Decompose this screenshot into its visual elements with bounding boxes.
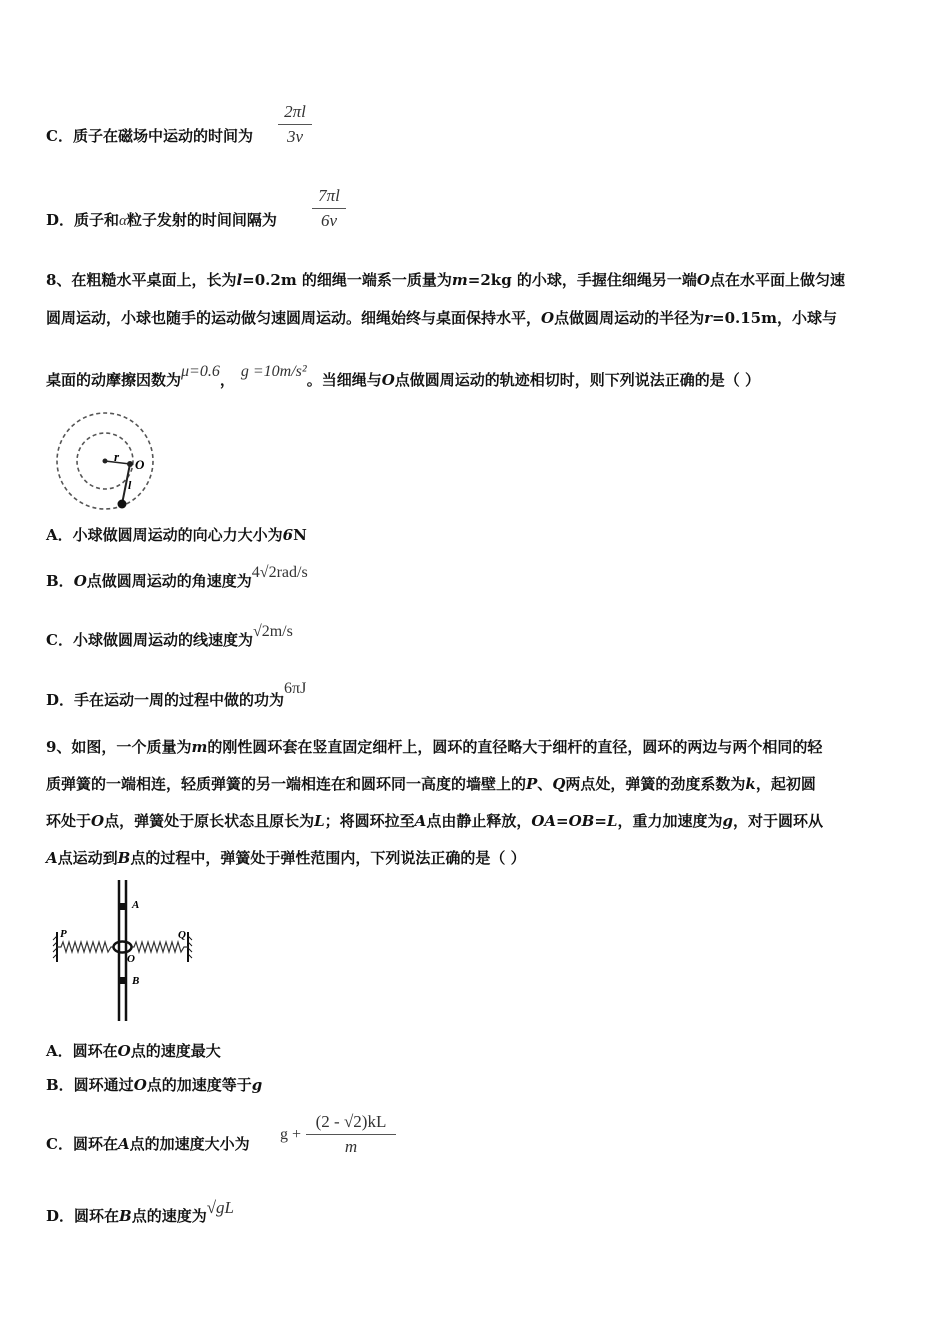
text: 9、如图，一个质量为 [46, 738, 192, 756]
q8-option-d [46, 680, 307, 711]
fraction-numerator: 7πl [318, 186, 340, 205]
text: ， [219, 371, 235, 389]
q7-option-d-text-b: 粒子发射的时间间隔为 [126, 211, 277, 229]
var-m: m [451, 271, 468, 289]
speed-value: √gL [206, 1198, 235, 1217]
equation: OA=OB=L [531, 812, 618, 830]
var-o: O [91, 812, 105, 830]
text: 点，弹簧处于原长状态且原长为 [104, 812, 315, 830]
text: D．手在运动一周的过程中做的功为 [46, 691, 285, 709]
text: 两点处，弹簧的劲度系数为 [565, 775, 746, 793]
q9-stem-line-3 [46, 811, 823, 831]
text: 、 [537, 775, 553, 793]
q9-stem-line-2 [46, 774, 816, 794]
var-a: A [46, 849, 58, 867]
friction-coefficient: μ=0.6 [181, 363, 220, 380]
var-a: A [414, 812, 427, 830]
fig-label-a: A [132, 899, 140, 911]
q7-option-c-text: C．质子在磁场中运动的时间为 [46, 127, 253, 145]
text: B．圆环通过 [46, 1076, 134, 1094]
text: D．圆环在 [46, 1207, 120, 1225]
text: 点做圆周运动的半径为 [554, 309, 705, 327]
var-o: O [133, 1076, 147, 1094]
fig-label-l: l [128, 478, 132, 492]
text: 点的速度为 [131, 1207, 207, 1225]
text: ，对于圆环从 [732, 812, 823, 830]
fraction-denominator: m [344, 1137, 358, 1156]
fraction-denominator: 3v [286, 127, 304, 146]
text: 质弹簧的一端相连，轻质弹簧的另一端相连在和圆环同一高度的墙壁上的 [46, 775, 527, 793]
text: 点的加速度等于 [146, 1076, 252, 1094]
text: ，起初圆 [755, 775, 816, 793]
value: 6 [282, 526, 294, 544]
q9-option-d [46, 1198, 235, 1226]
text: 的刚性圆环套在竖直固定细杆上，圆环的直径略大于细杆的直径，圆环的两边与两个相同的轻 [207, 738, 823, 756]
var-o: O [73, 572, 87, 590]
text: 点做圆周运动的轨迹相切时，则下列说法正确的是（ ） [394, 371, 761, 389]
fig-label-r: r [114, 449, 120, 464]
angular-velocity-value: 4√2rad/s [251, 564, 308, 581]
text: C．圆环在 [46, 1135, 118, 1153]
text: 点做圆周运动的角速度为 [86, 572, 252, 590]
var-r: r [704, 309, 713, 327]
q7-option-d [46, 210, 277, 231]
q9-option-b [46, 1075, 262, 1095]
q7-option-d-text-a: D．质子和 [46, 211, 120, 229]
var-a: A [117, 1135, 130, 1153]
text: 圆周运动，小球也随手的运动做匀速圆周运动。细绳始终与桌面保持水平， [46, 309, 542, 327]
q8-option-c [46, 623, 293, 651]
q7-option-c [46, 126, 253, 146]
var-o: O [541, 309, 555, 327]
var-g: g [251, 1076, 263, 1094]
var-o: O [696, 271, 710, 289]
text: =0.2m 的细绳一端系一质量为 [242, 271, 452, 289]
q8-stem-line-1 [46, 270, 845, 290]
unit: N [293, 526, 307, 544]
var-q: Q [552, 775, 566, 793]
q8-stem-line-2 [46, 308, 837, 328]
linear-velocity-value: √2m/s [252, 623, 293, 640]
fig-label-p: P [60, 928, 67, 940]
text: A．圆环在 [46, 1042, 118, 1060]
text: =0.15m，小球与 [712, 309, 837, 327]
fraction-denominator: 6v [320, 211, 338, 230]
q7-option-d-fraction [312, 185, 346, 232]
var-m: m [191, 738, 208, 756]
q8-circle-figure [50, 412, 160, 512]
fraction-numerator: (2 - √2)kL [315, 1112, 387, 1131]
fig-label-b: B [132, 975, 140, 987]
q9-stem-line-4 [46, 848, 526, 868]
var-l: l [236, 271, 243, 289]
q8-option-a [46, 525, 307, 545]
gravity-value: g =10m/s² [240, 363, 307, 380]
text: C．小球做圆周运动的线速度为 [46, 631, 253, 649]
text: 桌面的动摩擦因数为 [46, 371, 182, 389]
text: B． [46, 572, 74, 590]
q9-option-c-fraction [306, 1111, 396, 1158]
text: 。当细绳与 [306, 371, 382, 389]
q9-option-c [46, 1134, 250, 1154]
text: 点由静止释放， [426, 812, 532, 830]
q9-option-a [46, 1041, 221, 1061]
alpha-symbol: α [119, 213, 127, 229]
var-k: k [745, 775, 756, 793]
q8-option-b [46, 564, 308, 592]
text: 点在水平面上做匀速 [710, 271, 846, 289]
var-l: L [314, 812, 325, 830]
work-value: 6πJ [284, 680, 307, 697]
text: 环处于 [46, 812, 92, 830]
fig-label-o: O [127, 953, 135, 965]
q9-spring-figure [52, 878, 197, 1023]
text: =2kg 的小球，手握住细绳另一端 [467, 271, 697, 289]
text: ，重力加速度为 [617, 812, 723, 830]
text: 点的速度最大 [130, 1042, 221, 1060]
text: A．小球做圆周运动的向心力大小为 [46, 526, 283, 544]
q9-option-c-g-plus: g + [280, 1126, 302, 1143]
var-o: O [381, 371, 395, 389]
text: 点的过程中，弹簧处于弹性范围内，下列说法正确的是（ ） [130, 849, 526, 867]
text: 8、在粗糙水平桌面上，长为 [46, 271, 237, 289]
var-b: B [119, 1207, 132, 1225]
var-g: g [722, 812, 733, 830]
text: 点运动到 [57, 849, 118, 867]
text: ；将圆环拉至 [324, 812, 415, 830]
var-b: B [117, 849, 131, 867]
q7-option-c-fraction [278, 101, 312, 148]
q9-stem-line-1 [46, 737, 822, 757]
fig-label-q: Q [178, 929, 186, 941]
text: 点的加速度大小为 [129, 1135, 250, 1153]
var-o: O [117, 1042, 131, 1060]
fraction-numerator: 2πl [284, 102, 306, 121]
fig-label-o: O [135, 457, 145, 472]
var-p: P [526, 775, 538, 793]
q8-stem-line-3 [46, 363, 761, 391]
